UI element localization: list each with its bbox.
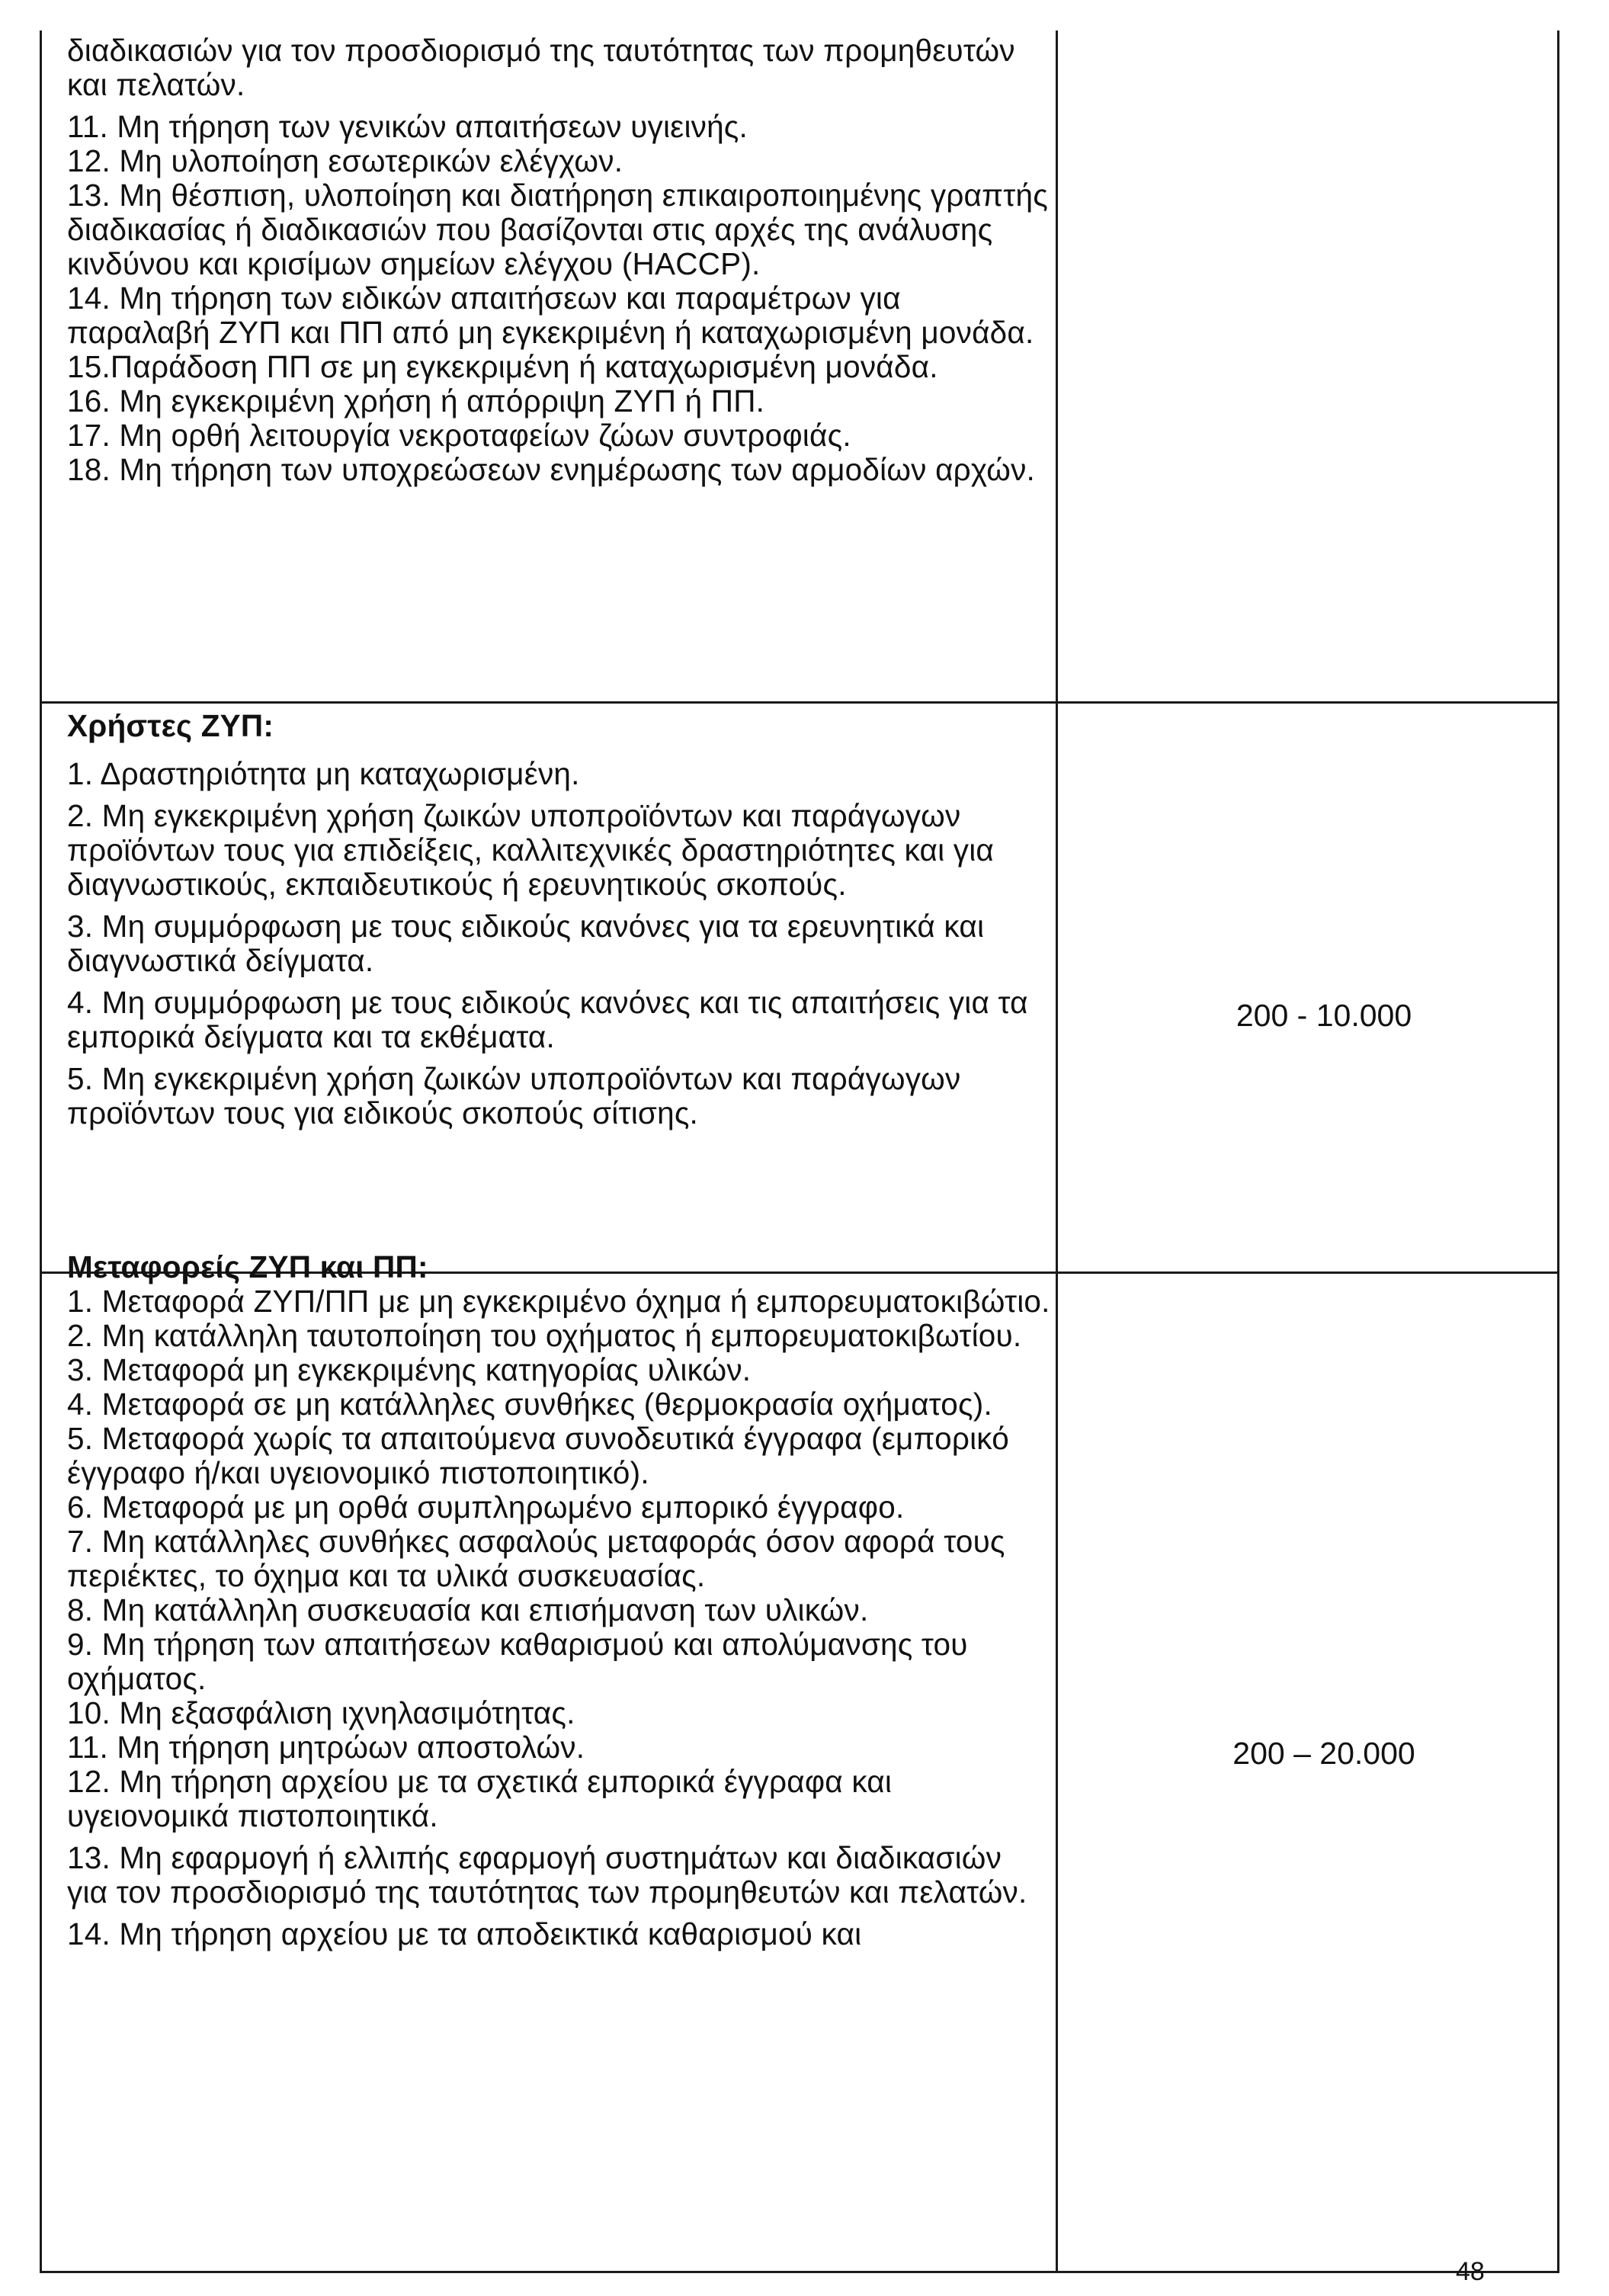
row-3-heading: Μεταφορείς ΖΥΠ και ΠΠ: [67, 1249, 428, 1284]
row-3-amount: 200 – 20.000 [1232, 1736, 1415, 1771]
table-left-border [40, 30, 42, 2273]
table-right-border [1557, 30, 1559, 2273]
row-1-item: 15.Παράδοση ΠΠ σε μη εγκεκριμένη ή καταχωρισμένη μονάδα. [67, 349, 938, 384]
row-2-item: 5. Μη εγκεκριμένη χρήση ζωικών υποπροϊόντων και παράγωγων προϊόντων τους για ειδικούς σκοπούς σίτισης. [67, 1061, 961, 1130]
row-2-description [67, 709, 1050, 1130]
row-2-item: 4. Μη συμμόρφωση με τους ειδικούς κανόνες και τις απαιτήσεις για τα εμπορικά δείγματα και τα εκθέματα. [67, 985, 1028, 1054]
row-3-item: 9. Μη τήρηση των απαιτήσεων καθαρισμού και απολύμανσης του οχήματος. [67, 1627, 968, 1696]
row-1-item: 17. Μη ορθή λειτουργία νεκροταφείων ζώων συντροφιάς. [67, 418, 851, 453]
row-3-item: 11. Μη τήρηση μητρώων αποστολών. [67, 1730, 585, 1765]
row-2-heading: Χρήστες ΖΥΠ: [67, 708, 274, 743]
row-3-item: 7. Μη κατάλληλες συνθήκες ασφαλούς μεταφοράς όσον αφορά τους περιέκτες, το όχημα και τα υλικά συσκευασίας. [67, 1524, 1005, 1593]
row-1-item: 12. Μη υλοποίηση εσωτερικών ελέγχων. [67, 143, 623, 178]
row-2-item: 1. Δραστηριότητα μη καταχωρισμένη. [67, 756, 580, 791]
row-1-description [67, 34, 1050, 487]
row-3-item: 13. Μη εφαρμογή ή ελλιπής εφαρμογή συστημάτων και διαδικασιών για τον προσδιορισμό της ταυτότητας των προμηθευτών και πελατών. [67, 1840, 1027, 1910]
row-3-item: 6. Μεταφορά με μη ορθά συμπληρωμένο εμπορικό έγγραφο. [67, 1490, 905, 1525]
row-1-item: διαδικασιών για τον προσδιορισμό της ταυτότητας των προμηθευτών και πελατών. [67, 33, 1015, 102]
row-2-amount: 200 - 10.000 [1236, 998, 1412, 1033]
row-3-description [67, 1250, 1050, 1951]
row-3-item: 1. Μεταφορά ΖΥΠ/ΠΠ με μη εγκεκριμένο όχημα ή εμπορευματοκιβώτιο. [67, 1284, 1050, 1319]
page-number: 48 [1456, 2257, 1485, 2286]
row-2-item: 3. Μη συμμόρφωση με τους ειδικούς κανόνες για τα ερευνητικά και διαγνωστικά δείγματα. [67, 909, 985, 978]
row-1-item: 11. Μη τήρηση των γενικών απαιτήσεων υγιεινής. [67, 109, 748, 144]
row-3-item: 12. Μη τήρηση αρχείου με τα σχετικά εμπορικά έγγραφα και υγειονομικά πιστοποιητικά. [67, 1764, 893, 1833]
row-3-item: 10. Μη εξασφάλιση ιχνηλασιμότητας. [67, 1695, 575, 1730]
row-3-item: 8. Μη κατάλληλη συσκευασία και επισήμανση των υλικών. [67, 1592, 869, 1627]
row-1-item: 13. Μη θέσπιση, υλοποίηση και διατήρηση επικαιροποιημένης γραπτής διαδικασίας ή διαδικασιών που βασίζονται στις αρχές της ανάλυσης κινδύνου και κρισίμων σημείων ελέγχου (HACCP). [67, 178, 1048, 281]
row-3-item: 5. Μεταφορά χωρίς τα απαιτούμενα συνοδευτικά έγγραφα (εμπορικό έγγραφο ή/και υγειονομικό πιστοποιητικό). [67, 1421, 1009, 1490]
row-3-item: 4. Μεταφορά σε μη κατάλληλες συνθήκες (θερμοκρασία οχήματος). [67, 1387, 992, 1422]
row-3-item: 3. Μεταφορά μη εγκεκριμένης κατηγορίας υλικών. [67, 1352, 752, 1387]
row-1-item: 18. Μη τήρηση των υποχρεώσεων ενημέρωσης των αρμοδίων αρχών. [67, 452, 1036, 487]
row-divider-1 [40, 701, 1559, 704]
row-1-item: 14. Μη τήρηση των ειδικών απαιτήσεων και παραμέτρων για παραλαβή ΖΥΠ και ΠΠ από μη εγκεκριμένη ή καταχωρισμένη μονάδα. [67, 281, 1034, 350]
table-column-divider [1056, 30, 1058, 2273]
row-2-item: 2. Μη εγκεκριμένη χρήση ζωικών υποπροϊόντων και παράγωγων προϊόντων τους για επιδείξεις, καλλιτεχνικές δραστηριότητες και για διαγνωστικούς, εκπαιδευτικούς ή ερευνητικούς σκοπούς. [67, 798, 995, 902]
row-1-item: 16. Μη εγκεκριμένη χρήση ή απόρριψη ΖΥΠ ή ΠΠ. [67, 383, 765, 418]
table-bottom-border [40, 2271, 1559, 2273]
row-3-item: 2. Μη κατάλληλη ταυτοποίηση του οχήματος ή εμπορευματοκιβωτίου. [67, 1318, 1022, 1353]
row-3-item: 14. Μη τήρηση αρχείου με τα αποδεικτικά καθαρισμού και [67, 1916, 862, 1951]
